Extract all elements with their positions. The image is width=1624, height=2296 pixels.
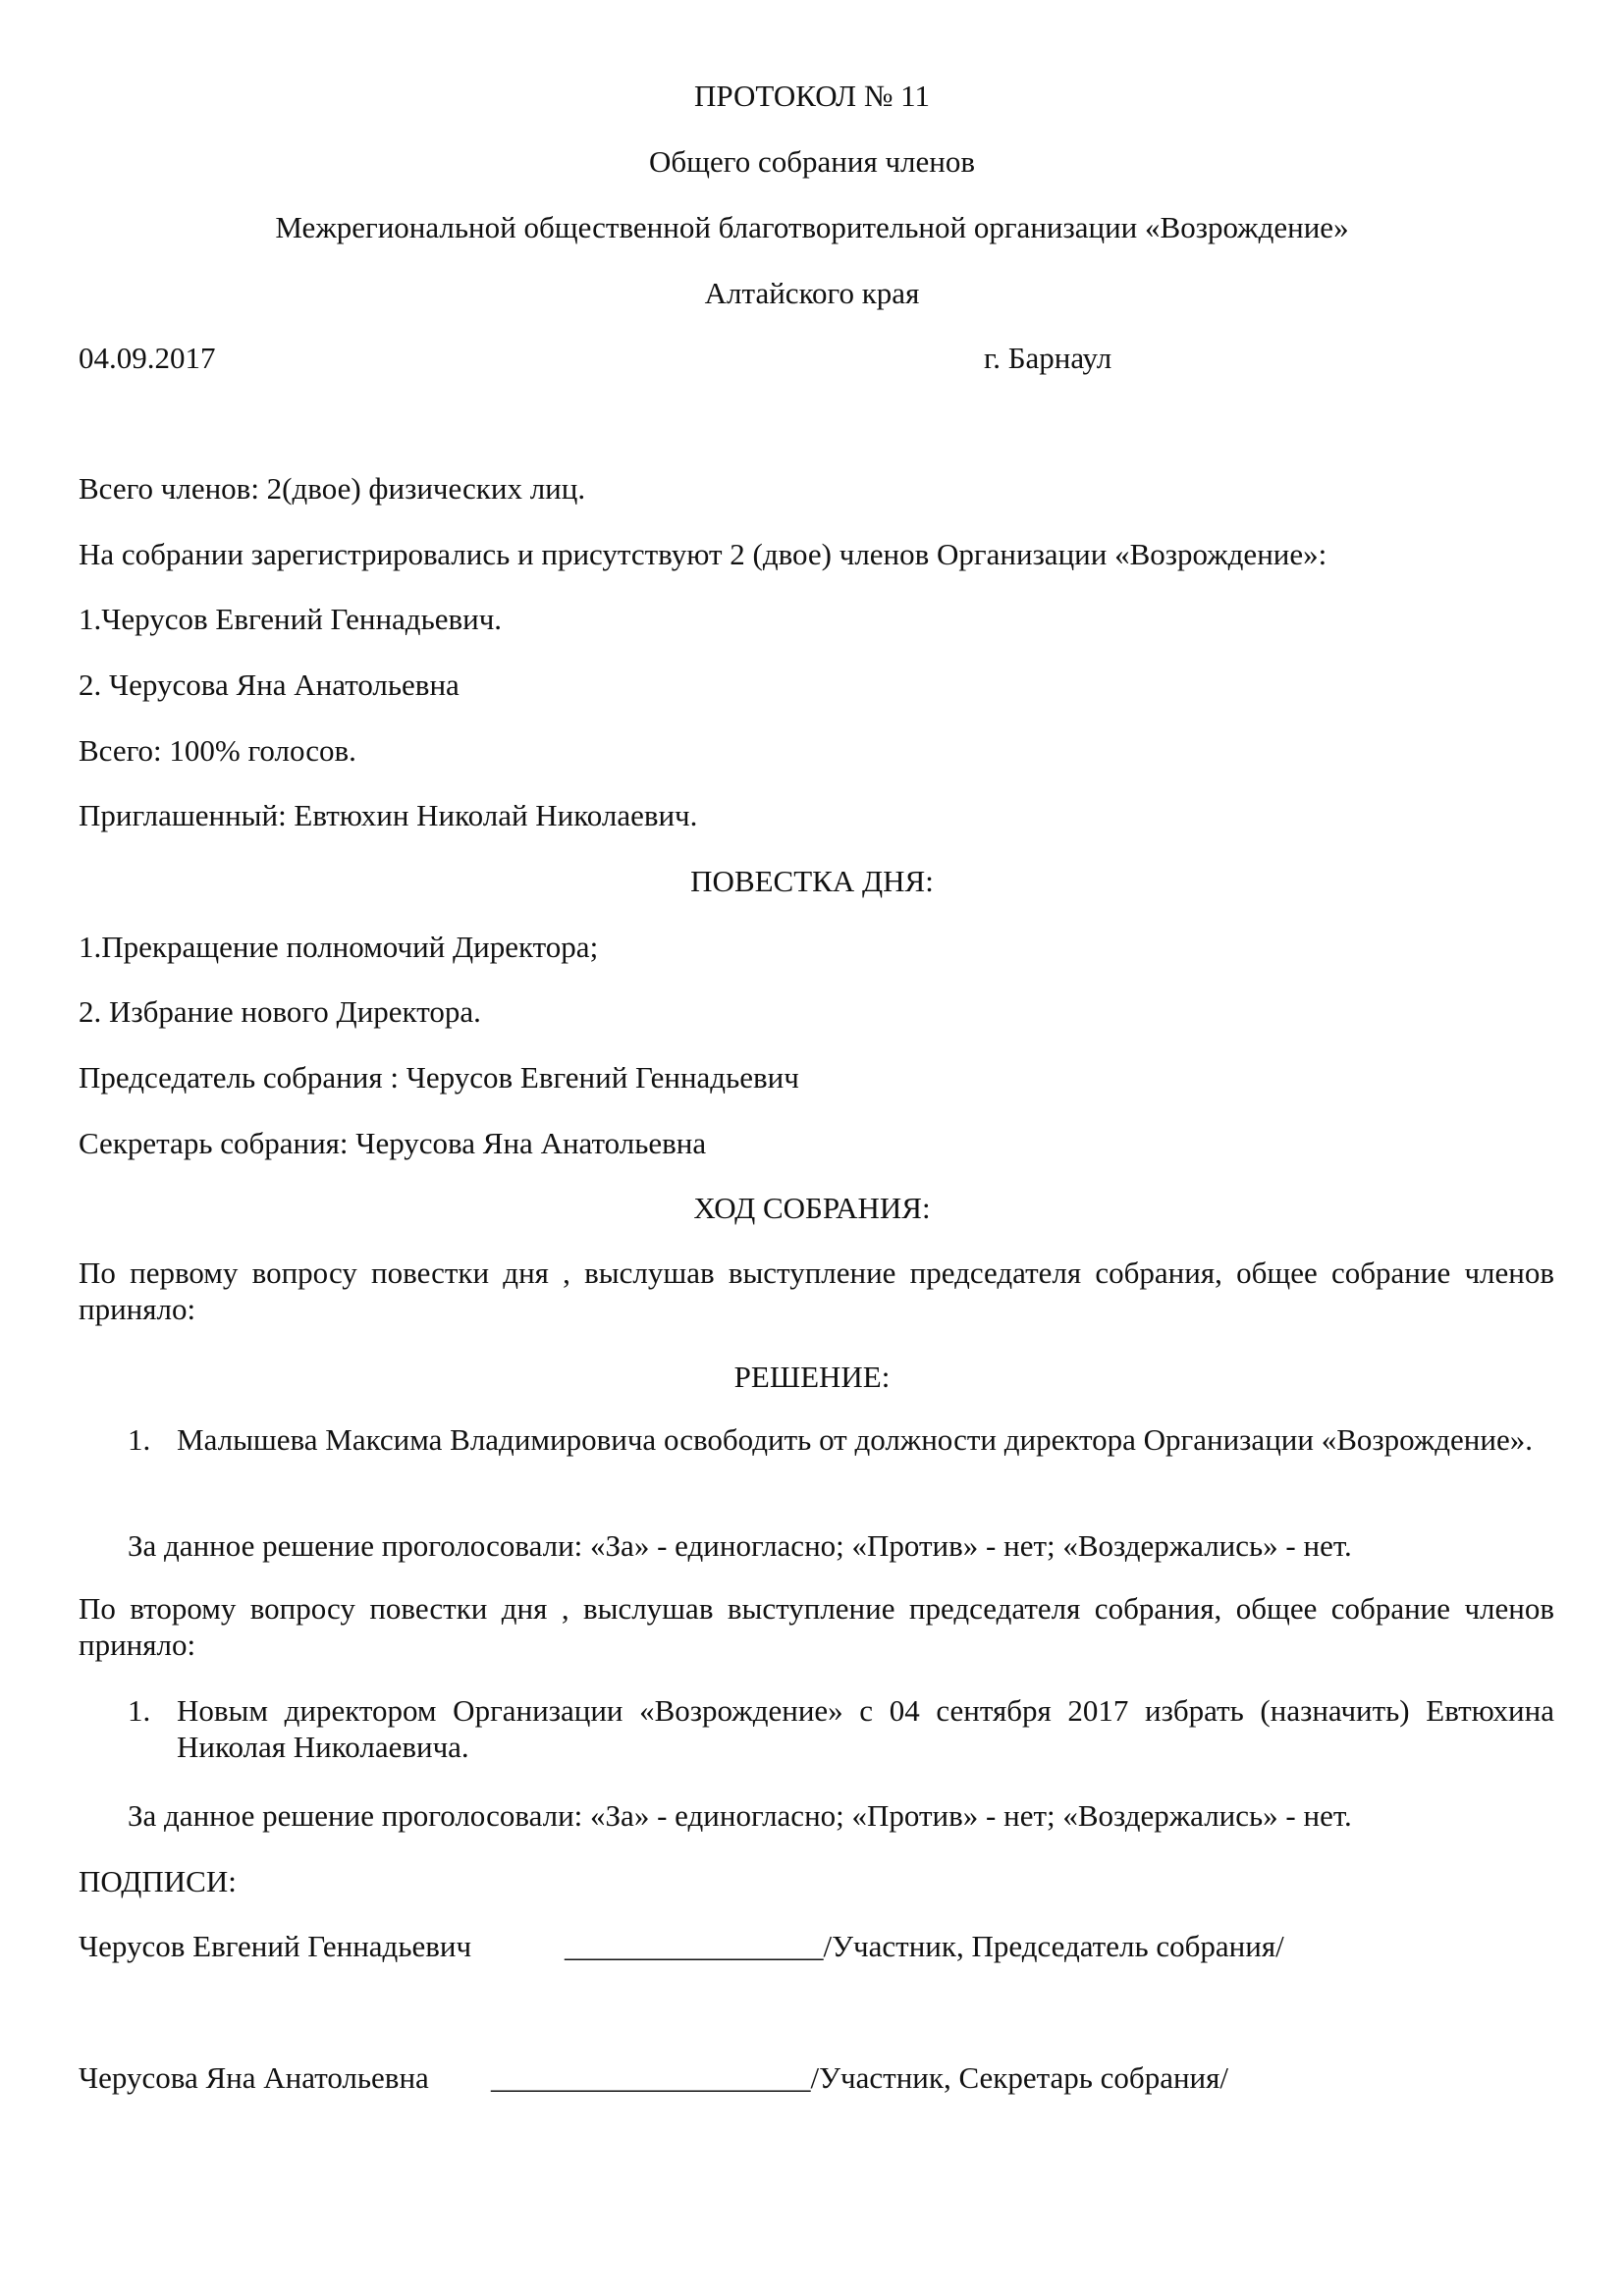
meeting-date: 04.09.2017 <box>79 341 216 375</box>
organization-name: Межрегиональной общественной благотворительной организации «Возрождение» <box>275 210 1349 244</box>
member-2: 2. Черусова Яна Анатольевна <box>79 667 460 702</box>
decision-1-text: Малышева Максима Владимировича освободить от должности директора Организации «Возрождение». <box>177 1422 1533 1457</box>
protocol-subtitle: Общего собрания членов <box>648 144 975 179</box>
agenda-heading: ПОВЕСТКА ДНЯ: <box>690 864 934 898</box>
meeting-secretary: Секретарь собрания: Черусова Яна Анатольевна <box>79 1126 707 1160</box>
agenda-item-2: 2. Избрание нового Директора. <box>79 994 481 1029</box>
decision-2-number: 1. <box>128 1693 151 1728</box>
organization-region: Алтайского края <box>704 276 920 310</box>
agenda-item-1: 1.Прекращение полномочий Директора; <box>79 930 599 964</box>
total-votes: Всего: 100% голосов. <box>79 733 356 768</box>
decision-heading: РЕШЕНИЕ: <box>733 1360 891 1394</box>
decision-2-vote: За данное решение проголосовали: «За» - единогласно; «Против» - нет; «Воздержались» - нет. <box>128 1798 1352 1833</box>
protocol-title: ПРОТОКОЛ № 11 <box>693 79 930 113</box>
registered-members: На собрании зарегистрировались и присутствуют 2 (двое) членов Организации «Возрождение»: <box>79 537 1327 571</box>
decision-1-vote: За данное решение проголосовали: «За» - единогласно; «Против» - нет; «Воздержались» - нет. <box>128 1528 1352 1563</box>
question-1-intro: По первому вопросу повестки дня , выслушав выступление председателя собрания, общее собрание членов приняло: <box>79 1255 1554 1326</box>
decision-2-text: Новым директором Организации «Возрождение» с 04 сентября 2017 избрать (назначить) Евтюхина Николая Николаевича. <box>177 1693 1554 1764</box>
signature-2-name: Черусова Яна Анатольевна <box>79 2060 429 2095</box>
member-1: 1.Черусов Евгений Геннадьевич. <box>79 602 503 636</box>
signature-2-line: _____________________/Участник, Секретарь собрания/ <box>491 2060 1229 2095</box>
meeting-city: г. Барнаул <box>984 341 1112 375</box>
proceedings-heading: ХОД СОБРАНИЯ: <box>693 1191 931 1225</box>
invited-person: Приглашенный: Евтюхин Николай Николаевич. <box>79 798 698 832</box>
signature-1-name: Черусов Евгений Геннадьевич <box>79 1929 472 1963</box>
signature-1-line: _________________/Участник, Председатель собрания/ <box>565 1929 1284 1963</box>
signatures-heading: ПОДПИСИ: <box>79 1864 237 1898</box>
total-members: Всего членов: 2(двое) физических лиц. <box>79 471 586 506</box>
meeting-chairman: Председатель собрания : Черусов Евгений Геннадьевич <box>79 1060 799 1095</box>
question-2-intro: По второму вопросу повестки дня , выслушав выступление председателя собрания, общее собрание членов приняло: <box>79 1591 1554 1662</box>
decision-1-number: 1. <box>128 1422 151 1457</box>
